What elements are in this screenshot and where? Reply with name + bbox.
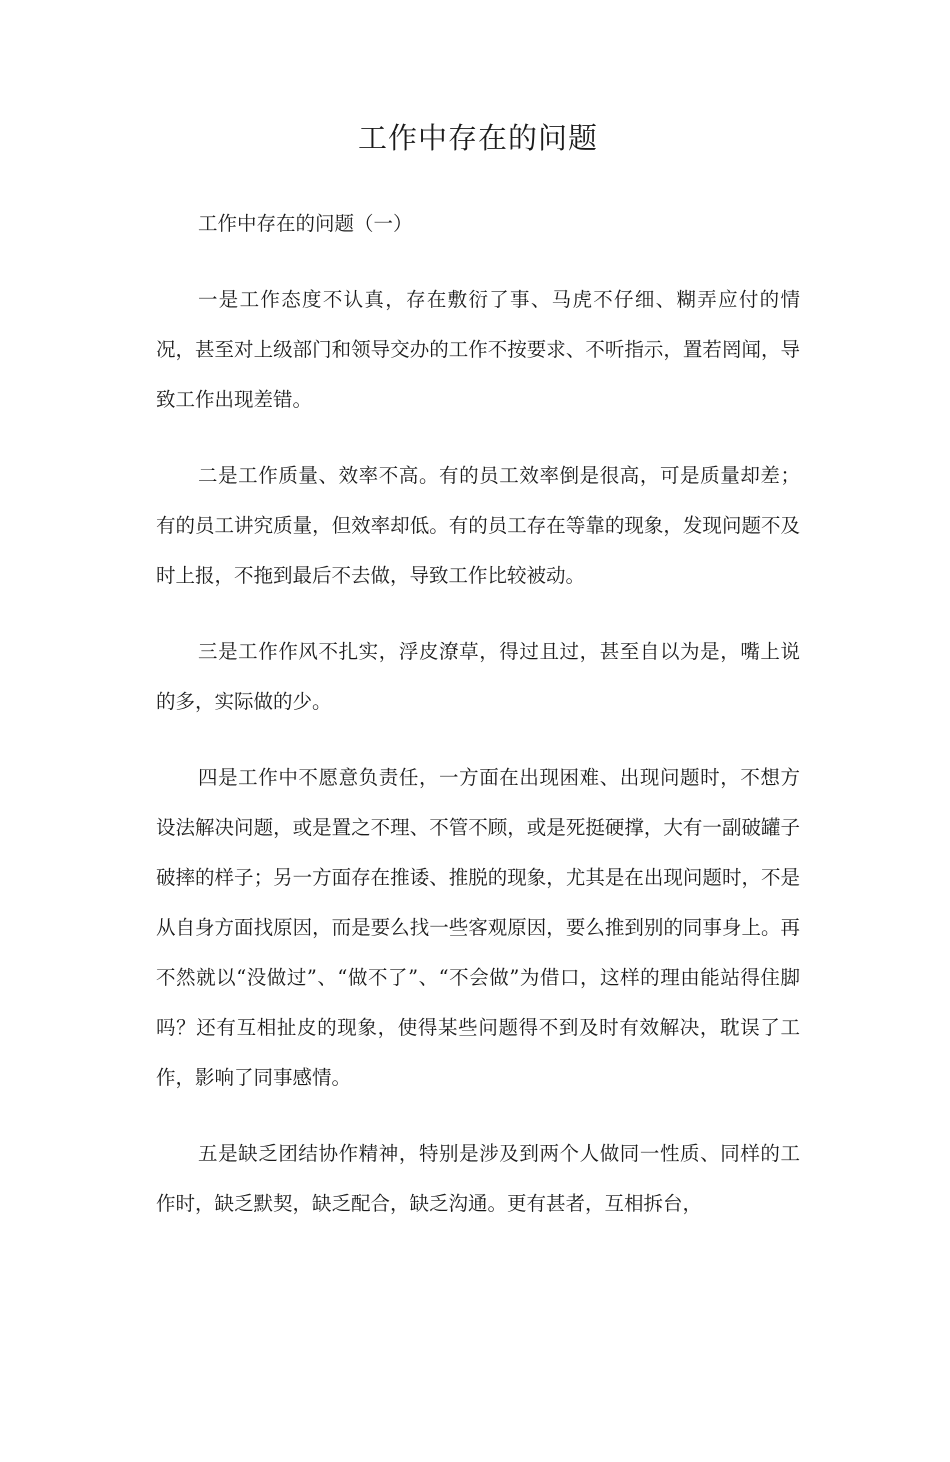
paragraph-5: 五是缺乏团结协作精神，特别是涉及到两个人做同一性质、同样的工作时，缺乏默契，缺乏配合，缺乏沟通。更有甚者，互相拆台，	[156, 1142, 800, 1215]
section-heading: 工作中存在的问题（一）	[198, 212, 413, 235]
paragraph-1: 一是工作态度不认真，存在敷衍了事、马虎不仔细、糊弄应付的情况，甚至对上级部门和领导交办的工作不按要求、不听指示，置若罔闻，导致工作出现差错。	[156, 288, 800, 411]
paragraph-4: 四是工作中不愿意负责任，一方面在出现困难、出现问题时，不想方设法解决问题，或是置之不理、不管不顾，或是死挺硬撑，大有一副破罐子破摔的样子；另一方面存在推诿、推脱的现象，尤其是在出现问题时，不是从自身方面找原因，而是要么找一些客观原因，要么推到别的同事身上。再不然就以“没做过”、“做不了”、“不会做”为借口，这样的理由能站得住脚吗？还有互相扯皮的现象，使得某些问题得不到及时有效解决，耽误了工作，影响了同事感情。	[156, 766, 800, 1089]
paragraph-3: 三是工作作风不扎实，浮皮潦草，得过且过，甚至自以为是，嘴上说的多，实际做的少。	[156, 640, 800, 713]
document-title: 工作中存在的问题	[357, 121, 598, 155]
document-page	[0, 118, 950, 1462]
paragraph-2: 二是工作质量、效率不高。有的员工效率倒是很高，可是质量却差；有的员工讲究质量，但效率却低。有的员工存在等靠的现象，发现问题不及时上报，不拖到最后不去做，导致工作比较被动。	[156, 464, 800, 587]
